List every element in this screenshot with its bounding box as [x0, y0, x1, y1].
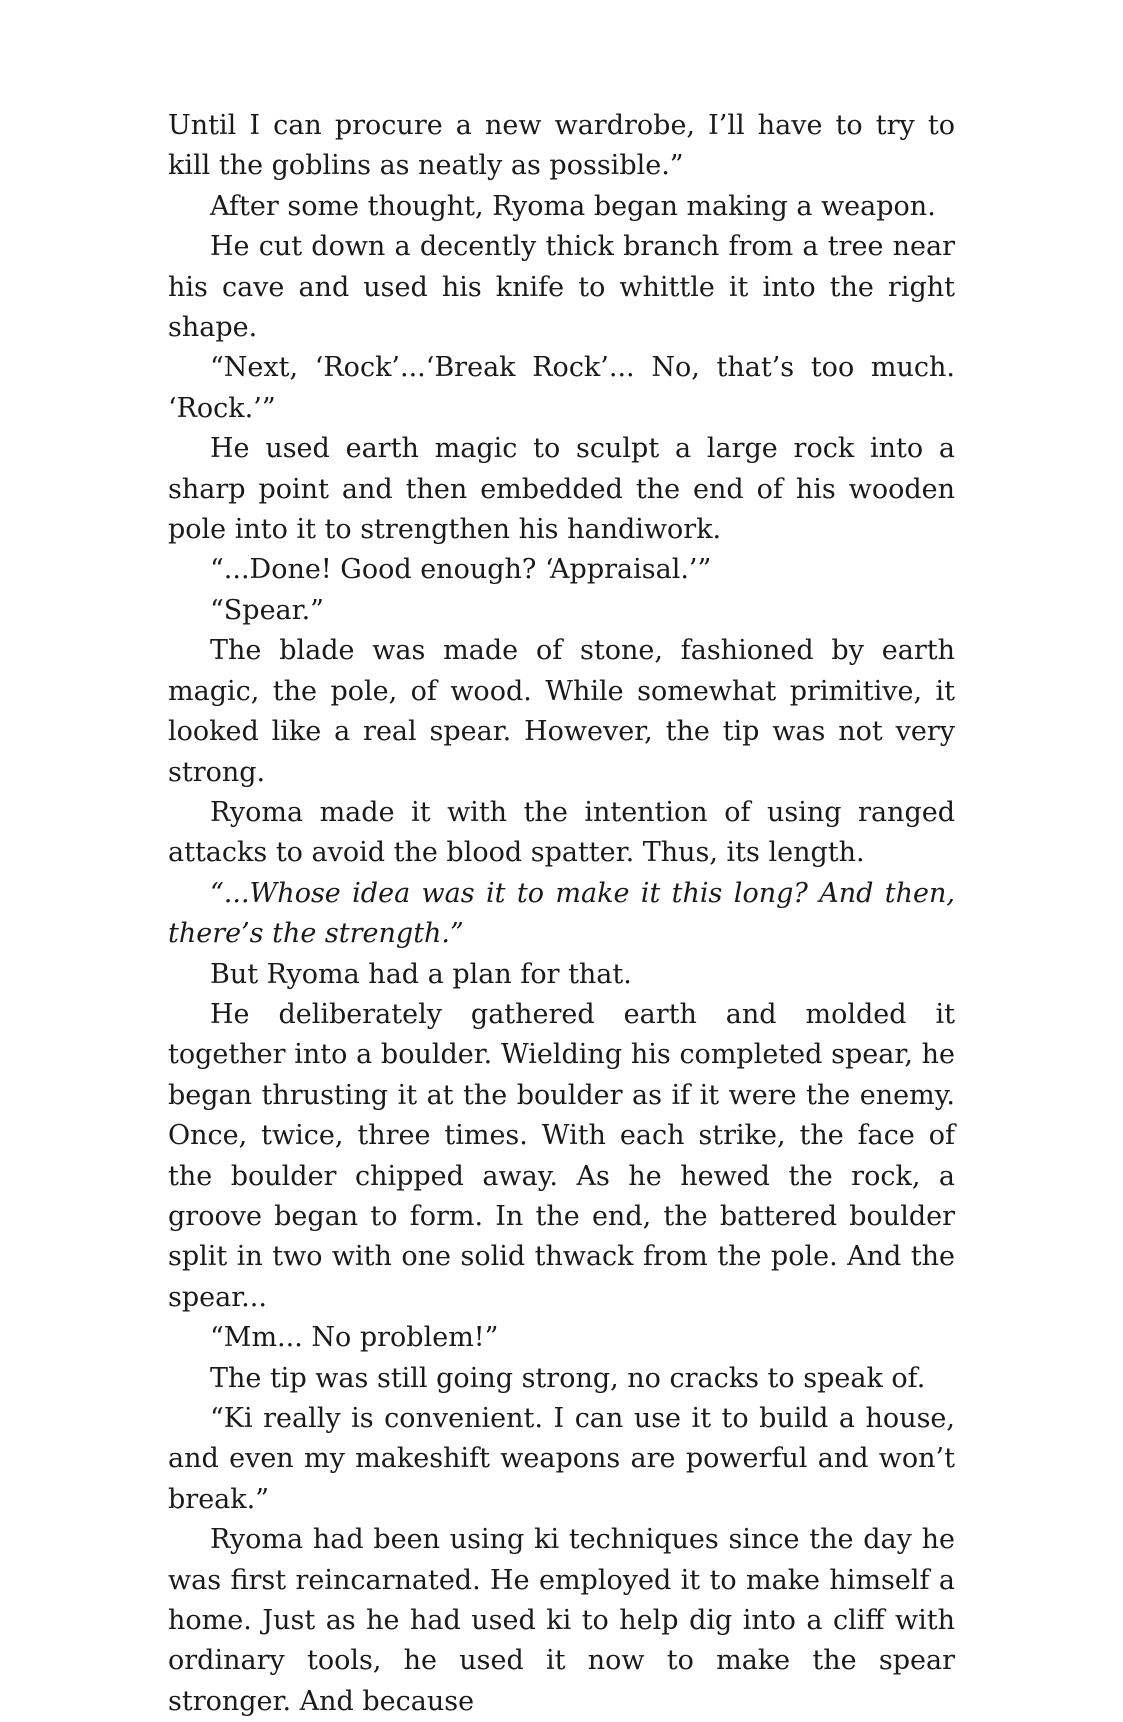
book-page-text	[168, 106, 955, 1722]
paragraph: After some thought, Ryoma began making a weapon.	[210, 190, 936, 222]
paragraph: But Ryoma had a plan for that.	[210, 958, 632, 990]
paragraph: He used earth magic to sculpt a large rock into a sharp point and then embedded the end of his wooden pole into it to strengthen his handiwork.	[168, 433, 955, 546]
dialogue-paragraph: “Ki really is convenient. I can use it to build a house, and even my makeshift weapons are powerful and won’t break.”	[168, 1403, 955, 1515]
paragraph: The tip was still going strong, no cracks to speak of.	[210, 1362, 926, 1394]
dialogue-paragraph: “...Done! Good enough? ‘Appraisal.’”	[210, 554, 712, 586]
paragraph: He cut down a decently thick branch from a tree near his cave and used his knife to whittle it into the right shape.	[168, 231, 955, 344]
paragraph: Ryoma made it with the intention of using ranged attacks to avoid the blood spatter. Thus, its length.	[168, 796, 955, 869]
paragraph: He deliberately gathered earth and molded it together into a boulder. Wielding his completed spear, he began thrusting it at the boulder as if it were the enemy. Once, twice, three times. With each strike, the face of the boulder chipped away. As he hewed the rock, a groove began to form. In the end, the battered boulder split in two with one solid thwack from the pole. And the spear...	[168, 998, 955, 1313]
paragraph: Ryoma had been using ki techniques since the day he was first reincarnated. He employed it to make himself a home. Just as he had used ki to help dig into a cliff with ordinary tools, he used it now to make the spear stronger. And because	[168, 1524, 955, 1717]
dialogue-paragraph: “Next, ‘Rock’...‘Break Rock’... No, that’s too much. ‘Rock.’”	[168, 352, 955, 424]
italic-thought-paragraph: “...Whose idea was it to make it this long? And then, there’s the strength.”	[168, 877, 955, 950]
paragraph: The blade was made of stone, fashioned by earth magic, the pole, of wood. While somewhat primitive, it looked like a real spear. However, the tip was not very strong.	[168, 635, 955, 788]
paragraph: Until I can procure a new wardrobe, I’ll have to try to kill the goblins as neatly as possible.”	[168, 110, 955, 182]
dialogue-paragraph: “Mm... No problem!”	[210, 1322, 499, 1354]
dialogue-paragraph: “Spear.”	[210, 594, 324, 626]
